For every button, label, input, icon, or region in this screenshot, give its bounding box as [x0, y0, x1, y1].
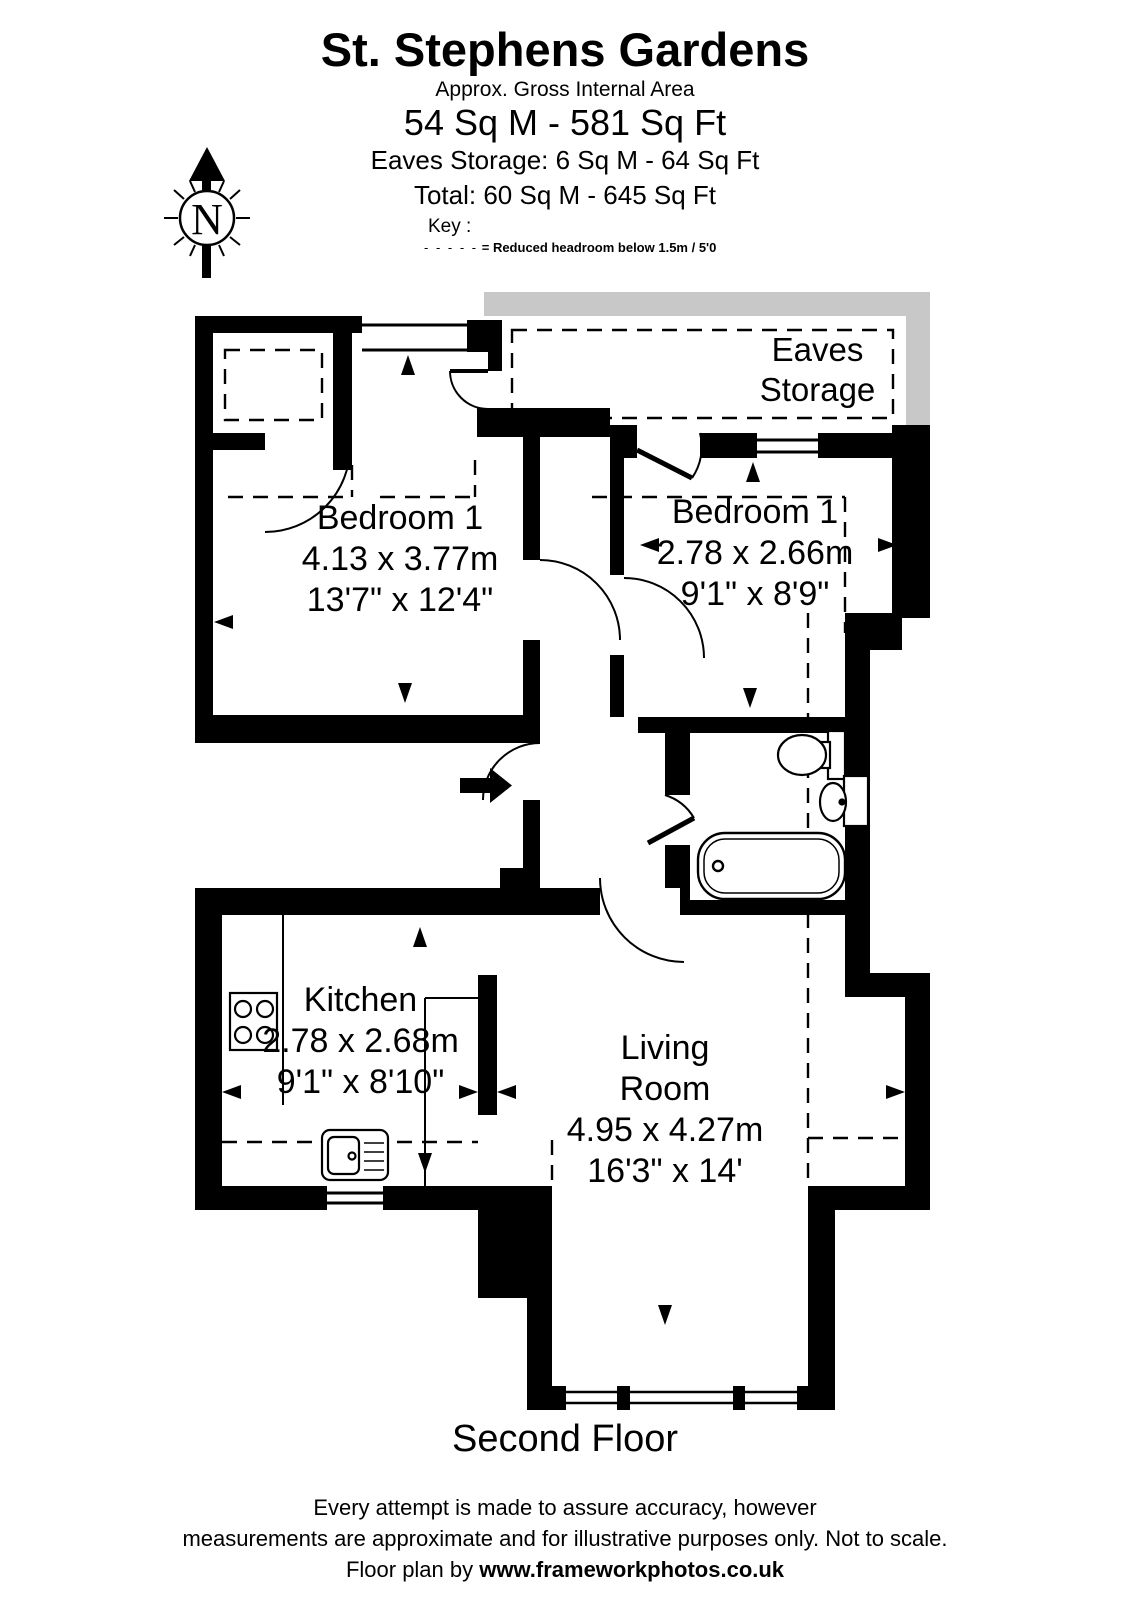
bathroom-fixtures — [698, 731, 868, 899]
arrow-down — [398, 683, 412, 703]
room-metric: 4.95 x 4.27m — [566, 1111, 764, 1149]
bedroom1-label — [230, 498, 570, 621]
eaves-storage-label — [730, 330, 905, 410]
compass-north-icon — [164, 147, 250, 278]
arrow-down — [743, 688, 757, 708]
door-arcs — [265, 371, 704, 962]
arrow-up — [413, 927, 427, 947]
room-metric: 2.78 x 2.66m — [656, 534, 854, 572]
kitchen-label — [243, 980, 478, 1103]
bathroom-door — [648, 795, 694, 843]
credit-prefix: Floor plan by — [345, 1557, 480, 1582]
subtitle: Approx. Gross Internal Area — [435, 78, 695, 101]
room-name-line1: Living — [620, 1029, 710, 1067]
floor-label: Second Floor — [451, 1418, 678, 1460]
eaves-line1: Eaves — [771, 331, 864, 368]
arrow-left — [222, 1085, 241, 1099]
room-imperial: 13'7" x 12'4" — [306, 581, 494, 619]
living-room-label — [545, 1028, 785, 1192]
arrow-down — [418, 1153, 432, 1173]
room-name-line2: Room — [619, 1070, 711, 1108]
disclaimer-line2: measurements are approximate and for illustrative purposes only. Not to scale. — [182, 1526, 948, 1551]
bedroom2-label — [605, 492, 905, 615]
entry-arrow-icon — [460, 768, 512, 803]
eaves-area: Eaves Storage: 6 Sq M - 64 Sq Ft — [370, 145, 760, 175]
room-imperial: 16'3" x 14' — [587, 1152, 743, 1190]
room-imperial: 9'1" x 8'9" — [680, 575, 830, 613]
room-name: Bedroom 1 — [671, 493, 839, 531]
key-dash-sample: - - - - - — [424, 240, 479, 255]
basin — [820, 776, 868, 826]
bedroom2-door — [637, 433, 702, 478]
gross-area: 54 Sq M - 581 Sq Ft — [403, 102, 727, 143]
credit-line — [0, 1554, 1130, 1585]
room-name: Bedroom 1 — [316, 499, 484, 537]
sink — [322, 1130, 388, 1180]
svg-text:N: N — [191, 195, 223, 244]
arrow-right — [886, 1085, 905, 1099]
key-equals: = — [481, 240, 490, 255]
eaves-door — [450, 371, 488, 409]
key-label: Key : — [428, 216, 472, 237]
kitchen-window — [327, 1193, 383, 1203]
eaves-line2: Storage — [759, 371, 876, 408]
room-metric: 4.13 x 3.77m — [301, 540, 499, 578]
room-name: Kitchen — [303, 981, 418, 1019]
bathtub — [698, 833, 845, 899]
arrow-up — [746, 462, 760, 482]
room-metric: 2.78 x 2.68m — [262, 1022, 459, 1060]
arrow-down — [658, 1305, 672, 1325]
toilet — [778, 731, 845, 779]
room-imperial: 9'1" x 8'10" — [276, 1063, 445, 1101]
arrow-left — [497, 1085, 516, 1099]
credit-url: www.frameworkphotos.co.uk — [479, 1557, 785, 1582]
page-title: St. Stephens Gardens — [320, 23, 810, 76]
bedroom1-window — [362, 325, 467, 350]
bedroom2-window — [757, 440, 818, 452]
disclaimer-line1: Every attempt is made to assure accuracy, however — [313, 1495, 817, 1520]
key-text: Reduced headroom below 1.5m / 5'0 — [492, 240, 717, 255]
bay-windows — [566, 1392, 797, 1403]
arrow-up — [401, 355, 415, 375]
total-area: Total: 60 Sq M - 645 Sq Ft — [413, 180, 717, 210]
living-door-arc — [600, 878, 684, 962]
